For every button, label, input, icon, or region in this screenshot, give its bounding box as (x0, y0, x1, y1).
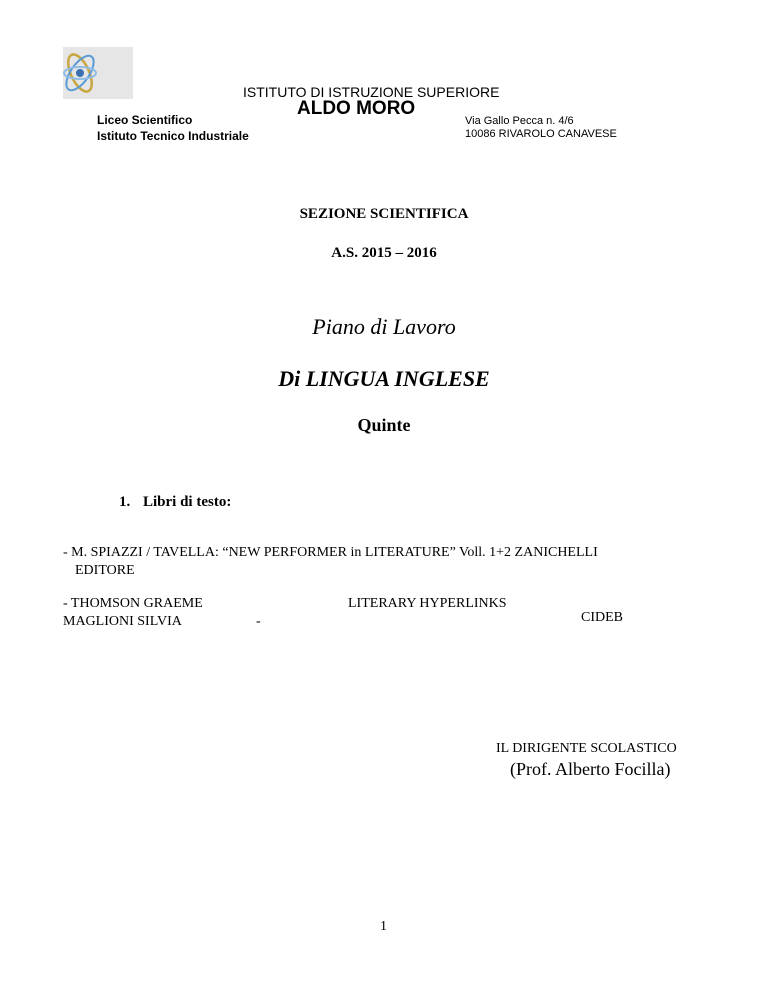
book2-publisher: CIDEB (581, 610, 623, 625)
book1-line1: - M. SPIAZZI / TAVELLA: “NEW PERFORMER in LITERATURE” Voll. 1+2 ZANICHELLI (63, 545, 598, 560)
institute-type: ISTITUTO DI ISTRUZIONE SUPERIORE (243, 84, 500, 100)
school-type-itis: Istituto Tecnico Industriale (97, 129, 249, 143)
school-year: A.S. 2015 – 2016 (331, 245, 437, 261)
textbooks-heading: Libri di testo: (143, 494, 232, 510)
address-city: 10086 RIVAROLO CANAVESE (465, 128, 617, 140)
school-logo (63, 47, 133, 99)
book2-authors-line2: MAGLIONI SILVIA (63, 614, 182, 629)
book2-dash: - (256, 614, 261, 629)
page-number: 1 (380, 919, 387, 934)
plan-classes: Quinte (357, 415, 411, 435)
plan-title: Piano di Lavoro (312, 314, 456, 339)
plan-subject: Di LINGUA INGLESE (278, 366, 490, 391)
signature-role: IL DIRIGENTE SCOLASTICO (496, 741, 677, 756)
address-street: Via Gallo Pecca n. 4/6 (465, 115, 574, 127)
book1-line2: EDITORE (75, 563, 135, 578)
textbooks-heading-number: 1. (119, 494, 131, 510)
signature-name: (Prof. Alberto Focilla) (510, 759, 671, 779)
book2-title: LITERARY HYPERLINKS (348, 596, 507, 611)
book2-authors-line1: - THOMSON GRAEME (63, 596, 203, 611)
section-title: SEZIONE SCIENTIFICA (299, 206, 469, 222)
school-name: ALDO MORO (297, 98, 416, 119)
school-type-liceo: Liceo Scientifico (97, 113, 193, 127)
